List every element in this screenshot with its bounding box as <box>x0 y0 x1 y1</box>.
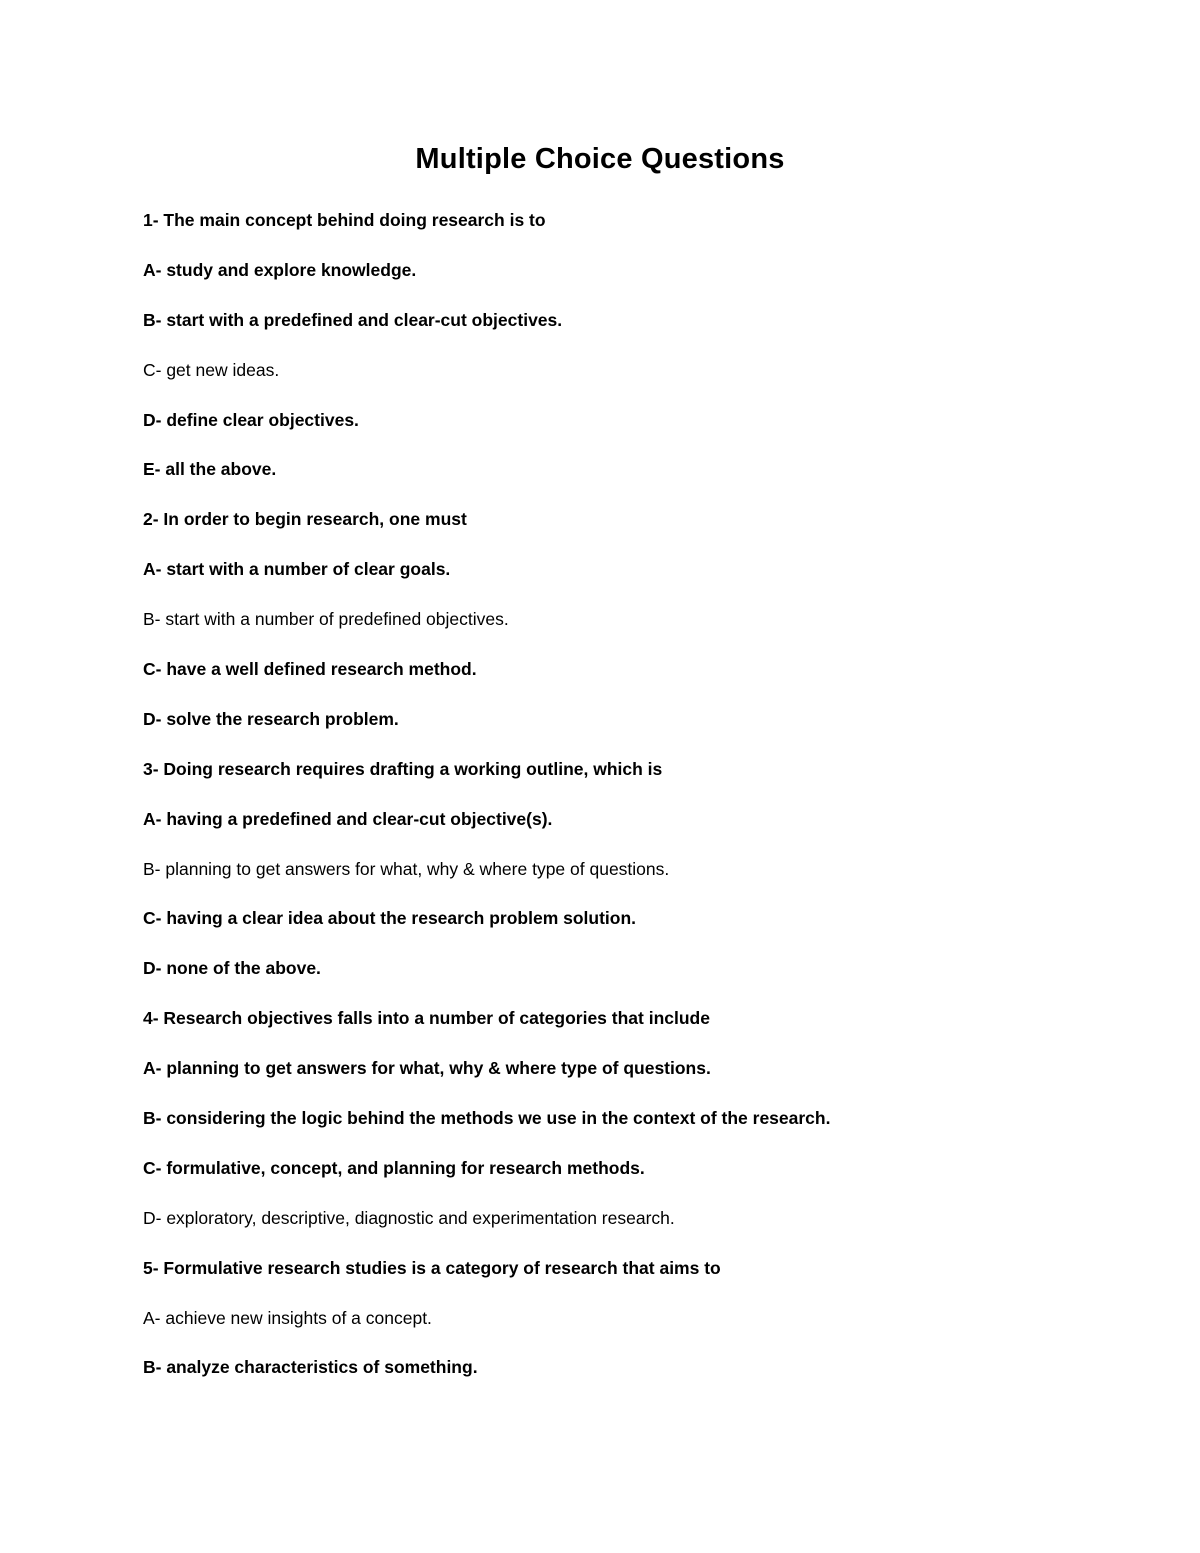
answer-option: B- analyze characteristics of something. <box>143 1357 478 1378</box>
answer-option: C- having a clear idea about the research problem solution. <box>143 908 637 929</box>
answer-option: E- all the above. <box>143 459 277 480</box>
question-text: 2- In order to begin research, one must <box>143 509 467 530</box>
answer-option: C- get new ideas. <box>143 359 280 380</box>
answer-option: D- solve the research problem. <box>143 708 399 729</box>
answer-option: B- start with a predefined and clear-cut objectives. <box>143 309 563 330</box>
answer-option: A- study and explore knowledge. <box>143 259 417 280</box>
answer-option: B- considering the logic behind the methods we use in the context of the research. <box>143 1108 831 1129</box>
document-title: Multiple Choice Questions <box>415 143 785 175</box>
answer-option: A- planning to get answers for what, why & where type of questions. <box>143 1058 711 1079</box>
question-text: 4- Research objectives falls into a number of categories that include <box>143 1008 710 1029</box>
answer-option: C- have a well defined research method. <box>143 659 477 680</box>
answer-option: D- exploratory, descriptive, diagnostic and experimentation research. <box>143 1207 675 1228</box>
answer-option: A- having a predefined and clear-cut objective(s). <box>143 808 553 829</box>
answer-option: B- start with a number of predefined objectives. <box>143 609 509 630</box>
answer-option: C- formulative, concept, and planning for research methods. <box>143 1157 645 1178</box>
answer-option: A- achieve new insights of a concept. <box>143 1307 432 1328</box>
question-list <box>143 206 1103 1403</box>
answer-option: D- define clear objectives. <box>143 409 359 430</box>
question-text: 3- Doing research requires drafting a working outline, which is <box>143 758 663 779</box>
answer-option: B- planning to get answers for what, why & where type of questions. <box>143 858 670 879</box>
answer-option: D- none of the above. <box>143 958 321 979</box>
answer-option: A- start with a number of clear goals. <box>143 559 451 580</box>
question-text: 5- Formulative research studies is a category of research that aims to <box>143 1257 721 1278</box>
question-text: 1- The main concept behind doing research is to <box>143 210 546 230</box>
